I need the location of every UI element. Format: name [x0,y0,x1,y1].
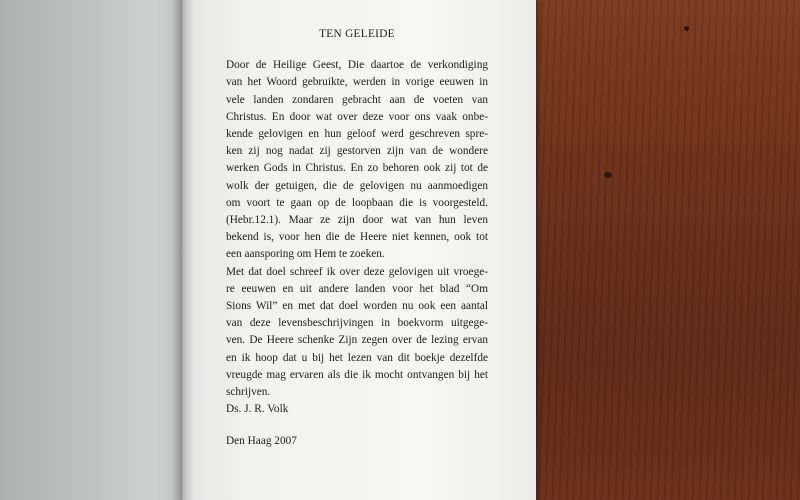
wood-knot [604,172,612,178]
text-line: van deze levensbeschrijvingen in boekvorm uitgege- [226,317,488,330]
text-line: wolk der getuigen, die de gelovigen nu aanmoedigen [226,179,488,192]
left-page [0,0,182,500]
text-line: schrijven. [226,386,271,399]
text-line: vele landen zondaren gebracht aan de voeten van [226,93,488,106]
text-line: kende gelovigen en hun geloof werd geschreven spre- [226,128,488,141]
text-line: (Hebr.12.1). Maar ze zijn door wat van hun leven [226,214,488,227]
text-line: ken zij nog nadat zij gestorven zijn van de wondere [226,145,488,158]
text-line: van het Woord gebruikte, werden in vorige eeuwen in [226,76,488,89]
text-line: een aansporing om Hem te zoeken. [226,248,385,261]
page-title: TEN GELEIDE [319,28,395,40]
text-line: Sions Wil” en met dat doel worden nu ook een aantal [226,300,488,313]
wooden-table [520,0,800,500]
text-line: ven. De Heere schenke Zijn zegen over de lezing ervan [226,334,488,347]
text-line: vreugde mag ervaren als die ik mocht ontvangen bij het [226,368,488,381]
place-date: Den Haag 2007 [226,435,297,447]
page-text [226,26,488,401]
text-line: Door de Heilige Geest, Die daartoe de verkondiging [226,59,488,72]
wood-knot [684,26,689,31]
text-line: re eeuwen en uit andere landen voor het blad “Om [226,282,488,295]
text-line: bekend is, voor hen die de Heere niet kennen, ook tot [226,231,488,244]
right-page [182,0,536,500]
text-line: om voort te gaan op de loopbaan die is voorgesteld. [226,196,488,209]
text-line: werken Gods in Christus. En zo behoren ook zij tot de [226,162,488,175]
text-line: Met dat doel schreef ik over deze gelovigen uit vroege- [226,265,488,278]
book-gutter [172,0,194,500]
author-signature: Ds. J. R. Volk [226,403,289,415]
text-line: en ik hoop dat u bij het lezen van dit boekje dezelfde [226,351,488,364]
text-line: Christus. En door wat over deze voor ons vaak onbe- [226,110,488,123]
